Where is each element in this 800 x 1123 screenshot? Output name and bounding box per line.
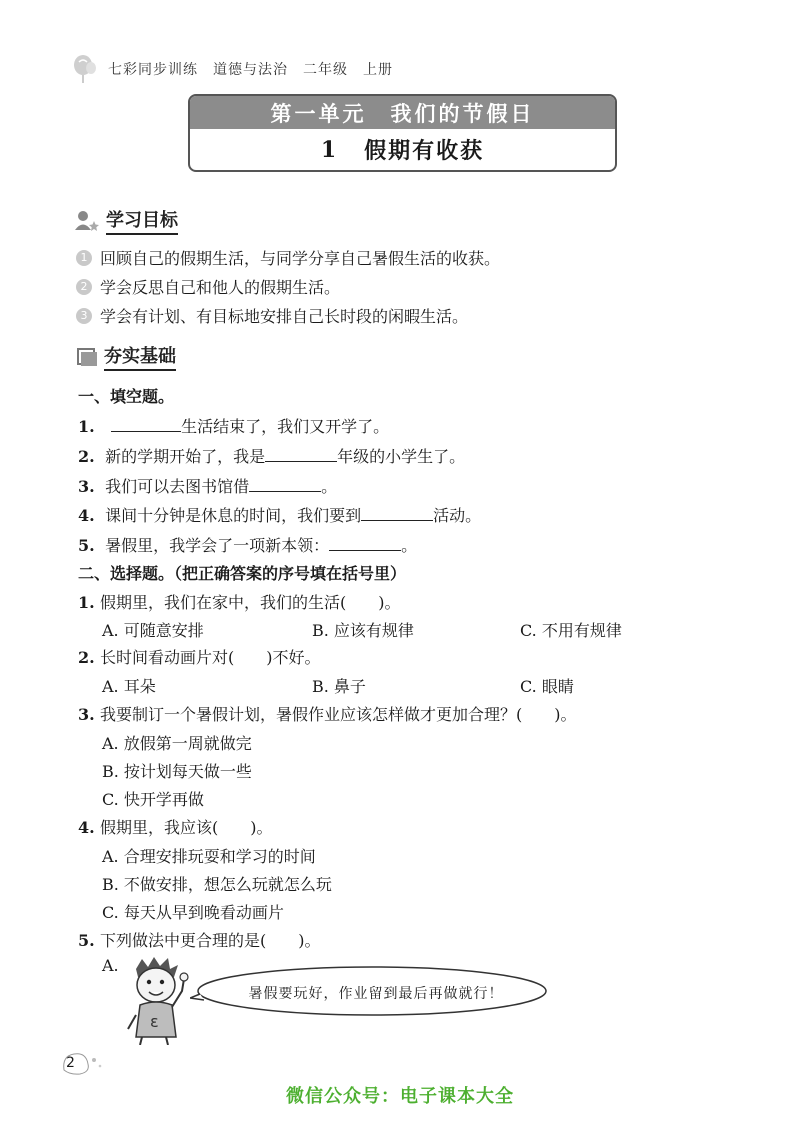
- unit-title: 第一单元 我们的节假日: [190, 96, 615, 129]
- question-number: 4.: [78, 818, 95, 837]
- page-number: 2: [66, 1055, 75, 1071]
- goals-section-label: 学习目标: [106, 206, 178, 235]
- choice-question: [78, 645, 321, 668]
- option-a: A. 可随意安排: [102, 621, 204, 640]
- option-c: C. 每天从早到晚看动画片: [102, 903, 284, 922]
- question-number: 1.: [78, 417, 95, 436]
- question-text: 暑假里，我学会了一项新本领：: [105, 536, 330, 555]
- question-text: 长时间看动画片对( )不好。: [100, 648, 321, 667]
- question-text: 。: [401, 536, 418, 555]
- question-text: 课间十分钟是休息的时间，我们要到: [105, 506, 362, 525]
- option-a: A. 合理安排玩耍和学习的时间: [102, 847, 316, 866]
- question-number: 5.: [78, 536, 95, 555]
- boy-illustration: [118, 955, 198, 1045]
- balloon-icon: [72, 54, 98, 84]
- choice-heading: 二、选择题。（把正确答案的序号填在括号里）: [78, 564, 407, 583]
- answer-blank[interactable]: [249, 477, 321, 492]
- goal-item: [76, 275, 340, 298]
- question-number: 3.: [78, 705, 95, 724]
- fill-in-heading: 一、填空题。: [78, 387, 175, 406]
- option-a: A. 耳朵: [102, 677, 156, 696]
- goals-section-header: [74, 206, 178, 235]
- svg-text:ε: ε: [150, 1012, 159, 1031]
- question-text: 年级的小学生了。: [337, 447, 466, 466]
- answer-blank[interactable]: [361, 506, 433, 521]
- question-text: 我们可以去图书馆借: [105, 477, 250, 496]
- option-b: B. 鼻子: [312, 677, 366, 696]
- question-text: 生活结束了，我们又开学了。: [181, 417, 390, 436]
- goal-number: 1: [76, 250, 92, 266]
- question-number: 2.: [78, 447, 95, 466]
- option-a: A.: [102, 956, 119, 975]
- fill-in-item: [78, 444, 465, 467]
- fill-in-item: [78, 503, 481, 526]
- fill-in-item: [78, 474, 337, 497]
- learner-icon: [74, 210, 100, 232]
- page-header: [72, 52, 393, 86]
- choice-question: [78, 815, 273, 838]
- choice-question: [78, 590, 401, 613]
- fill-in-item: [78, 414, 389, 437]
- option-c: C. 不用有规律: [520, 621, 622, 640]
- goal-number: 2: [76, 279, 92, 295]
- answer-blank[interactable]: [111, 417, 181, 432]
- goal-text: 学会反思自己和他人的假期生活。: [100, 278, 341, 297]
- lesson-number: 1: [320, 136, 339, 163]
- lesson-title: 假期有收获: [364, 138, 485, 164]
- header-text: 七彩同步训练 道德与法治 二年级 上册: [108, 62, 393, 78]
- question-text: 活动。: [433, 506, 482, 525]
- speech-bubble-text: 暑假要玩好，作业留到最后再做就行！: [248, 986, 504, 1002]
- answer-blank[interactable]: [329, 536, 401, 551]
- question-text: 。: [321, 477, 338, 496]
- option-c: C. 快开学再做: [102, 790, 204, 809]
- option-c: C. 眼睛: [520, 677, 574, 696]
- question-text: 新的学期开始了，我是: [105, 447, 266, 466]
- choice-question: [78, 702, 577, 725]
- basics-section-header: [76, 342, 176, 371]
- question-number: 5.: [78, 931, 95, 950]
- question-text: 下列做法中更合理的是( )。: [100, 931, 321, 950]
- question-text: 我要制订一个暑假计划，暑假作业应该怎样做才更加合理？( )。: [100, 705, 577, 724]
- question-text: 假期里，我们在家中，我们的生活( )。: [100, 593, 401, 612]
- lesson-title-row: [190, 129, 615, 170]
- fill-in-item: [78, 533, 417, 556]
- basics-section-label: 夯实基础: [104, 342, 176, 371]
- option-b: B. 不做安排，想怎么玩就怎么玩: [102, 875, 332, 894]
- footer-watermark: 微信公众号：电子课本大全: [286, 1086, 514, 1107]
- answer-blank[interactable]: [265, 447, 337, 462]
- goal-item: [76, 246, 500, 269]
- option-b: B. 按计划每天做一些: [102, 762, 252, 781]
- book-icon: [76, 347, 98, 367]
- question-number: 3.: [78, 477, 95, 496]
- question-number: 1.: [78, 593, 95, 612]
- goal-text: 回顾自己的假期生活，与同学分享自己暑假生活的收获。: [100, 249, 501, 268]
- question-number: 2.: [78, 648, 95, 667]
- page-number-frame: [60, 1050, 106, 1076]
- title-box: [188, 94, 617, 172]
- option-a: A. 放假第一周就做完: [102, 734, 252, 753]
- option-b: B. 应该有规律: [312, 621, 414, 640]
- question-number: 4.: [78, 506, 95, 525]
- choice-question: [78, 928, 321, 951]
- goal-text: 学会有计划、有目标地安排自己长时段的闲暇生活。: [100, 307, 469, 326]
- goal-item: [76, 304, 468, 327]
- question-text: 假期里，我应该( )。: [100, 818, 273, 837]
- goal-number: 3: [76, 308, 92, 324]
